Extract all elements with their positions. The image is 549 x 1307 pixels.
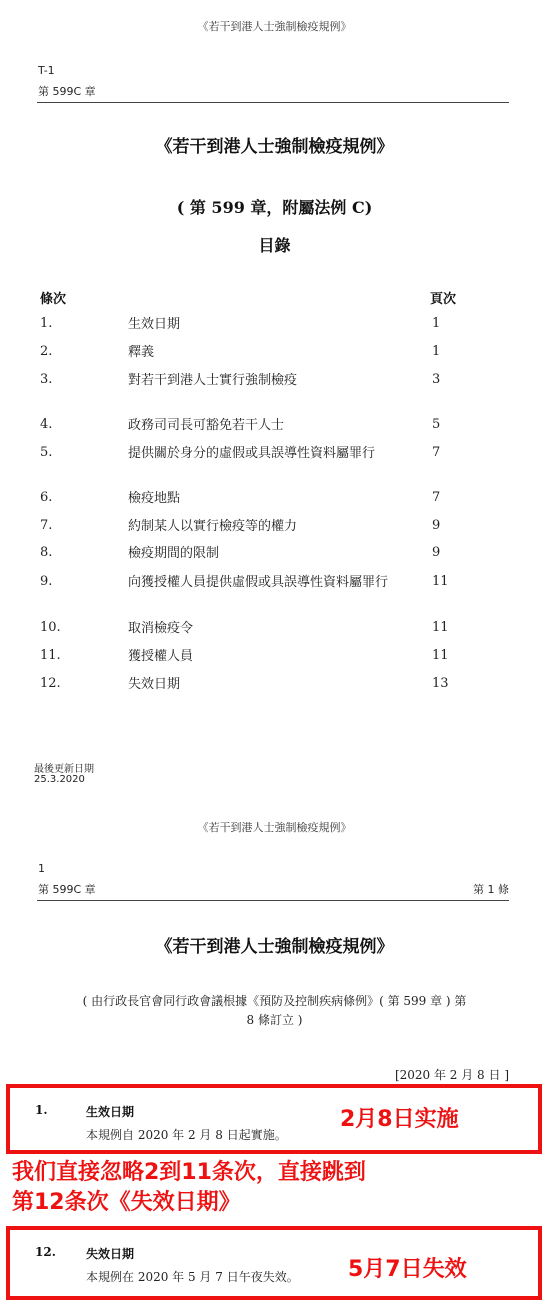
toc-page: 3 <box>432 372 441 387</box>
toc-title: 檢疫地點 <box>128 491 181 506</box>
toc-title: 對若干到港人士實行強制檢疫 <box>128 373 298 388</box>
last-updated-label: 最後更新日期 <box>34 764 94 775</box>
section-heading: 生效日期 <box>86 1105 135 1119</box>
toc-title: 獲授權人員 <box>128 649 194 664</box>
section-1-highlight <box>6 1084 542 1154</box>
toc-page: 9 <box>432 518 441 533</box>
chapter-label: 第 599C 章 <box>38 883 96 896</box>
toc-title: 釋義 <box>128 345 155 360</box>
toc-number: 1. <box>40 316 53 331</box>
chapter-label: 第 599C 章 <box>38 85 96 98</box>
skip-note <box>12 1158 366 1218</box>
skip-note-line: 我们直接忽略2到11条次，直接跳到 <box>12 1160 366 1185</box>
document-title: 《若干到港人士強制檢疫規例》 <box>155 937 394 957</box>
toc-title: 生效日期 <box>128 317 181 332</box>
contents-heading: 目錄 <box>258 236 291 255</box>
toc-page: 13 <box>432 676 449 691</box>
section-body: 本規例在 2020 年 5 月 7 日午夜失效。 <box>86 1270 299 1284</box>
toc-title: 取消檢疫令 <box>128 621 194 636</box>
toc-number: 3. <box>40 372 53 387</box>
skip-note-line: 第12条次《失效日期》 <box>12 1190 241 1215</box>
enacting-formula <box>0 992 549 1028</box>
section-number: 12. <box>35 1245 56 1259</box>
section-heading: 失效日期 <box>86 1247 135 1261</box>
toc-number: 11. <box>40 648 61 663</box>
toc-number: 2. <box>40 344 53 359</box>
toc-page: 1 <box>432 316 441 331</box>
toc-title: 政務司司長可豁免若干人士 <box>128 418 285 433</box>
section-body: 本規例自 2020 年 2 月 8 日起實施。 <box>86 1128 287 1142</box>
commencement-date: [2020 年 2 月 8 日 ] <box>394 1068 509 1082</box>
document-title: 《若干到港人士強制檢疫規例》 <box>155 137 394 157</box>
page-id: T-1 <box>38 64 55 77</box>
commencement-annotation: 2月8日实施 <box>340 1107 459 1132</box>
page-id: 1 <box>38 862 45 875</box>
toc-number: 6. <box>40 490 53 505</box>
toc-page: 5 <box>432 417 441 432</box>
toc-number: 7. <box>40 518 53 533</box>
toc-number: 9. <box>40 574 53 589</box>
last-updated-date: 25.3.2020 <box>34 774 85 785</box>
toc-number: 5. <box>40 445 53 460</box>
section-reference: 第 1 條 <box>473 883 509 896</box>
section-12-highlight <box>6 1226 542 1300</box>
toc-title: 提供關於身分的虛假或具誤導性資料屬罪行 <box>128 446 376 461</box>
toc-page: 9 <box>432 545 441 560</box>
toc-page: 11 <box>432 620 449 635</box>
enacting-line: 8 條訂立 ) <box>246 1013 303 1027</box>
running-header: 《若干到港人士強制檢疫規例》 <box>197 20 352 33</box>
toc-page: 1 <box>432 344 441 359</box>
toc-number: 4. <box>40 417 53 432</box>
toc-title: 向獲授權人員提供虛假或具誤導性資料屬罪行 <box>128 575 389 590</box>
running-header: 《若干到港人士強制檢疫規例》 <box>197 821 352 834</box>
header-rule <box>37 900 509 901</box>
enacting-line: ( 由行政長官會同行政會議根據《預防及控制疾病條例》( 第 599 章 ) 第 <box>82 994 467 1008</box>
section-number: 1. <box>35 1103 48 1117</box>
toc-number: 10. <box>40 620 61 635</box>
toc-col-page: 頁次 <box>430 292 457 307</box>
toc-number: 8. <box>40 545 53 560</box>
toc-page: 7 <box>432 490 441 505</box>
toc-title: 檢疫期間的限制 <box>128 546 220 561</box>
toc-page: 11 <box>432 648 449 663</box>
toc-title: 失效日期 <box>128 677 181 692</box>
document-subtitle: ( 第 599 章，附屬法例 C) <box>176 198 373 217</box>
toc-number: 12. <box>40 676 61 691</box>
toc-title: 約制某人以實行檢疫等的權力 <box>128 519 298 534</box>
toc-page: 11 <box>432 574 449 589</box>
header-rule <box>37 102 509 103</box>
expiry-annotation: 5月7日失效 <box>348 1257 467 1282</box>
toc-page: 7 <box>432 445 441 460</box>
toc-col-section: 條次 <box>40 292 67 307</box>
